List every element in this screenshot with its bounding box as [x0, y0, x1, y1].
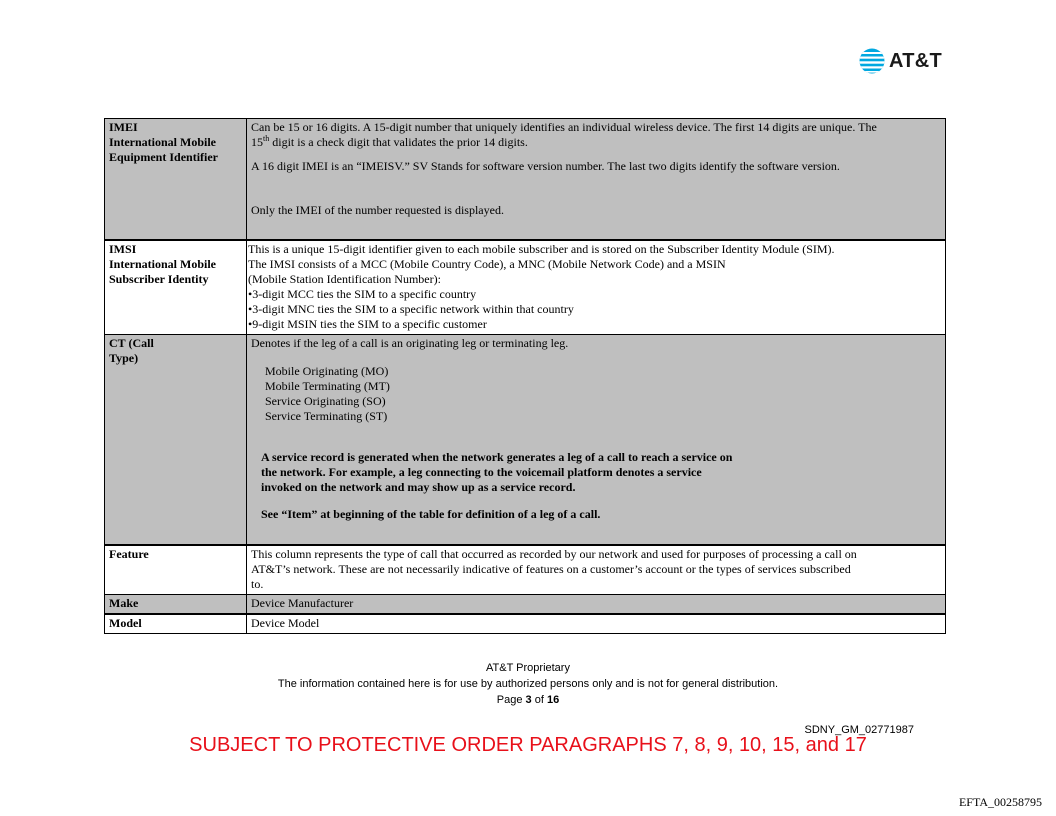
term-feature: Feature [105, 545, 247, 595]
table-row-model [105, 614, 946, 634]
efta-number: EFTA_00258795 [958, 795, 1042, 809]
list-item: • 3-digit MNC ties the SIM to a specific network within that country [248, 302, 941, 317]
term-ct: CT (Call Type) [105, 334, 247, 545]
table-row-make [105, 595, 946, 615]
term-imsi: IMSI International Mobile Subscriber Identity [105, 240, 247, 335]
footer-notice: The information contained here is for use by authorized persons only and is not for general distribution. [277, 678, 779, 690]
table-row-imsi [105, 240, 946, 335]
list-item: Mobile Originating (MO) [265, 363, 389, 378]
term-model: Model [105, 614, 247, 634]
table-row-imei [105, 119, 946, 240]
page-number: Page 3 of 16 [496, 694, 560, 706]
term-imei: IMEI International Mobile Equipment Identifier [105, 119, 247, 240]
footer-proprietary: AT&T Proprietary [486, 662, 570, 674]
att-logo [858, 46, 942, 76]
list-item: Service Originating (SO) [265, 393, 386, 408]
list-item: • 3-digit MCC ties the SIM to a specific country [248, 287, 941, 302]
desc-make: Device Manufacturer [247, 595, 946, 615]
table-row-ct [105, 334, 946, 545]
list-item: Mobile Terminating (MT) [265, 378, 390, 393]
att-globe-icon [858, 47, 886, 75]
definitions-table [104, 118, 946, 634]
desc-model: Device Model [247, 614, 946, 634]
desc-feature: This column represents the type of call that occurred as recorded by our network and used for purposes of processing a call on AT&T’s network. These are not necessarily indicative of features on a customer’s account or the types of services subscribed to. [247, 545, 946, 595]
protective-order-stamp: SUBJECT TO PROTECTIVE ORDER PARAGRAPHS 7, 8, 9, 10, 15, and 17 [189, 734, 867, 756]
desc-imsi: This is a unique 15-digit identifier given to each mobile subscriber and is stored on the Subscriber Identity Module (SIM). The IMSI consists of a MCC (Mobile Country Code), a MNC (Mobile Network Code) and a MSIN (Mobile Station Identification Number): • 3-digit MCC ties the SIM to a specific country • 3-digit MNC ties the SIM to a specific network within that country • 9-digit MSIN ties the SIM to a specific customer [247, 240, 946, 335]
term-make: Make [105, 595, 247, 615]
list-item: Service Terminating (ST) [265, 408, 388, 423]
desc-ct: Denotes if the leg of a call is an originating leg or terminating leg. Mobile Originating (MO) Mobile Terminating (MT) Service Originating (SO) Service Terminating (ST) A service record is generated when the network generates a leg of a call to reach a service on the network. For example, a leg connecting to the voicemail platform denotes a service invoked on the network and may show up as a service record. See “Item” at beginning of the table for definition of a leg of a call. [247, 334, 946, 545]
desc-imei: Can be 15 or 16 digits. A 15-digit number that uniquely identifies an individual wireless device. The first 14 digits are unique. The 15th digit is a check digit that validates the prior 14 digits. A 16 digit IMEI is an “IMEISV.” SV Stands for software version number. The last two digits identify the software version. Only the IMEI of the number requested is displayed. [247, 119, 946, 240]
att-logo-text: AT&T [889, 49, 943, 72]
list-item: • 9-digit MSIN ties the SIM to a specific customer [248, 317, 941, 332]
bates-number: SDNY_GM_02771987 [804, 724, 914, 736]
table-row-feature [105, 545, 946, 595]
